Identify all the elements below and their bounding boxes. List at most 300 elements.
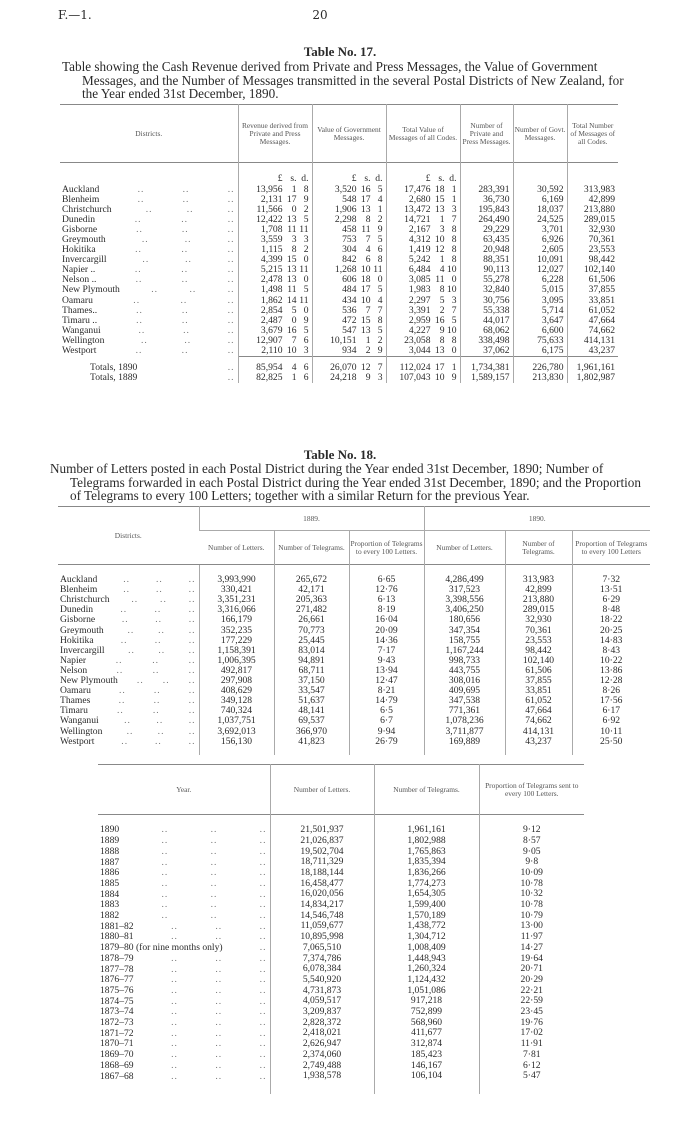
gov-value-cell-pence: 6 — [377, 244, 383, 256]
unit-label: d. — [449, 173, 457, 185]
leader-dots: .. — [181, 345, 189, 357]
leader-dots: .. — [227, 274, 235, 286]
leader-dots: .. — [153, 685, 161, 697]
total-value-cell-shillings: 8 — [439, 334, 445, 346]
leader-dots: .. — [171, 931, 178, 943]
district-wrap — [100, 847, 267, 857]
district-name: Nelson .. — [62, 274, 97, 286]
total-messages-cell: 43,237 — [567, 346, 618, 357]
total-value-cell-pounds: 2,167 — [408, 223, 431, 235]
district-wrap — [100, 986, 267, 996]
revenue-cell-shillings: 13 — [286, 274, 297, 286]
leader-dots: .. — [161, 888, 169, 900]
leader-dots: .. — [210, 877, 218, 889]
total-messages-cell: 32,930 — [567, 225, 618, 235]
revenue-cell-pence: 9 — [303, 193, 309, 205]
govt-messages-cell: 3,095 — [513, 296, 567, 306]
gov-value-cell-shillings: 8 — [365, 213, 371, 225]
leader-dots: .. — [137, 183, 145, 195]
revenue-cell-shillings: 15 — [286, 254, 297, 266]
telegrams-1889-cell: 41,823 — [274, 737, 349, 755]
gov-value-cell-pounds: 304 — [342, 244, 357, 256]
total-messages-cell: 61,506 — [567, 275, 618, 285]
leader-dots: .. — [158, 624, 165, 636]
table-row — [60, 275, 618, 285]
proportion-1889-cell: 9·43 — [349, 656, 424, 666]
district-wrap — [62, 346, 235, 356]
telegrams-1890-cell: 37,855 — [505, 676, 572, 686]
leader-dots: .. — [188, 644, 196, 656]
district-name: Thames.. — [62, 304, 98, 316]
col-header-letters-1890: Number of Letters. — [424, 531, 505, 565]
revenue-cell-shillings: 13 — [286, 264, 297, 276]
leader-dots: .. — [141, 233, 149, 245]
group-header-1889: 1889. — [199, 507, 424, 531]
district-wrap — [60, 716, 196, 726]
leader-dots: .. — [188, 594, 196, 606]
gov-value-cell-shillings: 9 — [365, 372, 371, 384]
district-name: New Plymouth — [60, 675, 118, 687]
total-value-cell-pence: 7 — [451, 304, 457, 316]
district-name: Gisborne — [62, 223, 98, 235]
district-name: Auckland — [60, 574, 98, 586]
telegrams-cell: 1,961,161 — [374, 825, 479, 836]
govt-messages-cell: 75,633 — [513, 336, 567, 346]
gov-value-cell-pounds: 26,070 — [330, 362, 357, 374]
proportion-cell: 19·64 — [479, 954, 584, 965]
total-value-cell-shillings: 18 — [434, 183, 445, 195]
letters-cell: 14,546,748 — [270, 911, 374, 922]
proportion-1889-cell: 14·79 — [349, 696, 424, 706]
leader-dots: .. — [171, 1049, 178, 1061]
proportion-cell: 9·05 — [479, 847, 584, 858]
year-cell — [98, 857, 270, 868]
letters-cell: 2,828,372 — [270, 1018, 374, 1029]
telegrams-1890-cell: 42,899 — [505, 585, 572, 595]
letters-1889-cell: 492,817 — [199, 666, 274, 676]
letters-1889-cell: 3,351,231 — [199, 595, 274, 605]
letters-1890-cell: 169,889 — [424, 737, 505, 755]
leader-dots: .. — [123, 574, 131, 586]
leader-dots: .. — [121, 735, 129, 747]
leader-dots: .. — [158, 644, 166, 656]
leader-dots: .. — [188, 664, 196, 676]
table-row — [58, 636, 650, 646]
table-row — [98, 986, 584, 997]
proportion-1889-cell: 7·17 — [349, 646, 424, 656]
proportion-1890-cell: 25·50 — [572, 737, 650, 755]
leader-dots: .. — [227, 183, 235, 195]
table-row — [98, 1018, 584, 1029]
revenue-cell-pence: 8 — [303, 183, 309, 195]
total-value-cell-pence: 7 — [451, 213, 457, 225]
leader-dots: .. — [142, 254, 150, 266]
table-row — [60, 336, 618, 346]
table-row — [98, 1071, 584, 1094]
gov-value-cell-shillings: 2 — [365, 345, 371, 356]
leader-dots: .. — [259, 1049, 267, 1061]
district-name: 1889 — [100, 835, 120, 847]
leader-dots: .. — [186, 203, 194, 215]
table-row — [58, 585, 650, 595]
letters-1890-cell: 317,523 — [424, 585, 505, 595]
letters-1889-cell: 1,006,395 — [199, 656, 274, 666]
leader-dots: .. — [259, 963, 267, 975]
table-row — [58, 666, 650, 676]
district-wrap — [100, 1061, 267, 1071]
district-name: Blenheim — [60, 584, 98, 596]
table-row — [58, 615, 650, 625]
telegrams-1889-cell: 205,363 — [274, 595, 349, 605]
leader-dots: .. — [135, 345, 143, 357]
unit-label: d. — [301, 173, 309, 185]
leader-dots: .. — [183, 324, 190, 336]
leader-dots: .. — [259, 888, 267, 900]
col-header-districts: Districts. — [135, 128, 163, 138]
gov-value-cell-pounds: 458 — [342, 223, 357, 235]
leader-dots: .. — [116, 664, 124, 676]
total-value-cell-pounds: 4,312 — [408, 233, 431, 245]
leader-dots: .. — [134, 213, 142, 225]
district-name: 1880–81 — [100, 931, 134, 943]
gov-value-cell-pence: 4 — [377, 294, 383, 306]
gov-value-cell-shillings: 12 — [360, 362, 371, 374]
leader-dots: .. — [171, 920, 178, 932]
leader-dots: .. — [171, 1059, 178, 1071]
total-value-cell-pounds: 3,085 — [408, 274, 431, 286]
table-row — [58, 575, 650, 585]
table-17-title: Table No. 17. — [303, 44, 377, 59]
district-name: Timaru — [60, 705, 88, 717]
totals-row — [60, 357, 618, 374]
telegrams-1890-cell: 102,140 — [505, 656, 572, 666]
district-name: Blenheim — [62, 193, 100, 205]
district-name: Hokitika — [60, 634, 94, 646]
leader-dots: .. — [161, 899, 169, 911]
district-name: Napier — [60, 654, 87, 666]
blank-cell — [98, 815, 270, 826]
leader-dots: .. — [259, 867, 267, 879]
leader-dots: .. — [128, 644, 135, 656]
year-cell — [98, 900, 270, 911]
letters-1889-cell: 1,158,391 — [199, 646, 274, 656]
leader-dots: .. — [161, 824, 169, 836]
leader-dots: .. — [171, 974, 178, 986]
proportion-1889-cell: 14·36 — [349, 636, 424, 646]
leader-dots: .. — [259, 974, 267, 986]
private-messages-cell: 55,278 — [460, 275, 513, 285]
revenue-cell-shillings: 11 — [287, 284, 297, 296]
proportion-1890-cell: 7·32 — [572, 575, 650, 585]
gov-value-cell-shillings: 11 — [361, 223, 371, 235]
leader-dots: .. — [227, 304, 235, 316]
unit-label: £ — [425, 173, 431, 185]
total-messages-cell: 23,553 — [567, 245, 618, 255]
total-value-cell — [386, 357, 460, 374]
total-value-cell-shillings: 8 — [439, 284, 445, 296]
total-value-cell-pence: 10 — [446, 324, 457, 336]
total-value-cell-pence: 5 — [451, 314, 457, 326]
district-wrap — [100, 1018, 267, 1028]
col-header-telegrams-1890: Number of Telegrams. — [505, 531, 572, 565]
leader-dots: .. — [227, 193, 235, 205]
blank-cell — [60, 163, 238, 185]
unit-label: s. — [290, 173, 297, 185]
gov-value-cell-pounds: 1,906 — [334, 203, 357, 215]
district-wrap — [100, 825, 267, 835]
leader-dots: .. — [259, 1059, 267, 1071]
revenue-cell-pence: 6 — [303, 362, 309, 374]
district-name: Hokitika — [62, 244, 96, 256]
govt-messages-cell: 5,714 — [513, 306, 567, 316]
leader-dots: .. — [215, 984, 223, 996]
revenue-cell-pounds: 85,954 — [256, 362, 283, 374]
district-name: 1884 — [100, 888, 120, 900]
telegrams-1889-cell: 42,171 — [274, 585, 349, 595]
proportion-1890-cell: 14·83 — [572, 636, 650, 646]
telegrams-cell: 411,677 — [374, 1028, 479, 1039]
leader-dots: .. — [135, 244, 142, 256]
gov-value-cell-pence: 11 — [373, 264, 383, 276]
letters-cell: 4,731,873 — [270, 986, 374, 997]
year-cell — [98, 911, 270, 922]
gov-value-cell-pence: 7 — [377, 362, 383, 374]
table-row — [58, 706, 650, 716]
total-value-cell-pence: 8 — [451, 233, 457, 245]
leader-dots: .. — [259, 877, 267, 889]
total-value-cell-shillings: 2 — [439, 304, 445, 316]
revenue-cell-pounds: 2,854 — [260, 304, 283, 316]
leader-dots: .. — [145, 203, 153, 215]
govt-messages-cell: 2,605 — [513, 245, 567, 255]
telegrams-cell: 1,599,400 — [374, 900, 479, 911]
table-row — [98, 1050, 584, 1061]
leader-dots: .. — [181, 244, 189, 256]
gov-value-cell-pence: 5 — [377, 183, 383, 195]
district-name: Napier .. — [62, 264, 96, 276]
proportion-cell: 10·32 — [479, 889, 584, 900]
proportion-1890-cell: 18·22 — [572, 615, 650, 625]
letters-1889-cell: 408,629 — [199, 686, 274, 696]
leader-dots: .. — [151, 284, 159, 296]
year-cell — [98, 1061, 270, 1072]
revenue-cell-pounds: 3,559 — [260, 233, 283, 245]
total-messages-cell: 70,361 — [567, 235, 618, 245]
gov-value-cell-shillings: 16 — [360, 183, 371, 195]
total-value-cell-pounds: 23,058 — [404, 334, 431, 346]
leader-dots: .. — [227, 244, 235, 256]
leader-dots: .. — [259, 920, 267, 932]
letters-1889-cell: 330,421 — [199, 585, 274, 595]
district-name: 1874–75 — [100, 995, 134, 1007]
total-value-cell-pounds: 17,476 — [404, 183, 431, 195]
district-name: 1890 — [100, 824, 120, 836]
gov-value-cell-pence: 2 — [377, 334, 383, 346]
district-name: Nelson — [60, 664, 88, 676]
revenue-cell-pounds: 2,487 — [260, 314, 283, 326]
year-cell — [98, 868, 270, 879]
leader-dots: .. — [215, 931, 223, 943]
gov-value-cell-shillings: 10 — [360, 294, 371, 306]
district-name: 1882 — [100, 910, 120, 922]
district-wrap — [100, 997, 267, 1007]
letters-cell: 11,059,677 — [270, 921, 374, 932]
table-row — [60, 346, 618, 357]
leader-dots: .. — [161, 835, 169, 847]
letters-1890-cell: 1,078,236 — [424, 716, 505, 726]
leader-dots: .. — [215, 1006, 223, 1018]
district-name: 1875–76 — [100, 984, 134, 996]
leader-dots: .. — [136, 314, 143, 326]
leader-dots: .. — [227, 314, 235, 326]
revenue-cell-pence: 11 — [299, 294, 309, 306]
gov-value-cell-pence: 5 — [377, 233, 383, 245]
district-name: Wanganui — [60, 715, 99, 727]
total-messages-cell: 47,664 — [567, 316, 618, 326]
letters-1890-cell: 180,656 — [424, 615, 505, 625]
leader-dots: .. — [133, 294, 141, 306]
letters-1889-cell: 740,324 — [199, 706, 274, 716]
leader-dots: .. — [181, 223, 189, 235]
gov-value-cell-pence: 5 — [377, 324, 383, 336]
proportion-cell: 10·78 — [479, 879, 584, 890]
leader-dots: .. — [210, 856, 218, 868]
leader-dots: .. — [118, 685, 126, 697]
year-cell — [98, 986, 270, 997]
revenue-cell-shillings: 14 — [286, 294, 297, 306]
proportion-1890-cell: 13·51 — [572, 585, 650, 595]
leader-dots: .. — [154, 735, 162, 747]
district-wrap — [100, 879, 267, 889]
leader-dots: .. — [135, 274, 143, 286]
telegrams-1889-cell: 366,970 — [274, 727, 349, 737]
district-wrap — [100, 1072, 267, 1082]
district-wrap — [100, 836, 267, 846]
proportion-cell: 20·29 — [479, 975, 584, 986]
letters-1889-cell: 177,229 — [199, 636, 274, 646]
units-row — [60, 163, 618, 185]
leader-dots: .. — [188, 604, 196, 616]
total-messages-cell: 98,442 — [567, 255, 618, 265]
leader-dots: .. — [181, 264, 189, 276]
leader-dots: .. — [153, 695, 161, 707]
leader-dots: .. — [155, 614, 163, 626]
table-row — [58, 646, 650, 656]
gov-value-cell-shillings: 17 — [360, 284, 371, 296]
leader-dots: .. — [131, 594, 139, 606]
leader-dots: .. — [227, 213, 235, 225]
leader-dots: .. — [152, 664, 160, 676]
gov-value-cell-pounds: 753 — [342, 233, 357, 245]
telegrams-1889-cell: 265,672 — [274, 575, 349, 585]
letters-1890-cell: 771,361 — [424, 706, 505, 716]
revenue-cell-pounds: 4,399 — [260, 254, 283, 266]
total-messages-cell: 102,140 — [567, 265, 618, 275]
table-18 — [58, 506, 650, 755]
proportion-1890-cell: 6·17 — [572, 706, 650, 716]
govt-messages-cell: 213,830 — [513, 373, 567, 383]
leader-dots: .. — [227, 223, 235, 235]
leader-dots: .. — [259, 1027, 267, 1039]
leader-dots: .. — [152, 705, 160, 717]
table-row — [98, 868, 584, 879]
total-value-cell-pence: 0 — [451, 345, 457, 356]
leader-dots: .. — [227, 284, 235, 296]
total-messages-cell: 74,662 — [567, 326, 618, 336]
telegrams-cell: 106,104 — [374, 1071, 479, 1094]
leader-dots: .. — [120, 604, 128, 616]
revenue-cell-shillings: 13 — [286, 213, 297, 225]
district-name: Wellington — [62, 334, 105, 346]
district-wrap — [90, 373, 235, 383]
telegrams-1890-cell: 313,983 — [505, 575, 572, 585]
govt-messages-cell: 226,780 — [513, 357, 567, 374]
proportion-cell: 14·27 — [479, 943, 584, 954]
leader-dots: .. — [188, 705, 196, 717]
proportion-cell: 20·71 — [479, 964, 584, 975]
proportion-cell: 7·81 — [479, 1050, 584, 1061]
gov-value-cell-pence: 7 — [377, 304, 383, 316]
leader-dots: .. — [154, 634, 162, 646]
private-messages-cell: 90,113 — [460, 265, 513, 275]
telegrams-cell: 1,835,394 — [374, 857, 479, 868]
total-value-cell-pounds: 3,044 — [408, 345, 431, 356]
revenue-cell-shillings: 5 — [291, 304, 297, 316]
leader-dots: .. — [181, 213, 189, 225]
proportion-cell: 11·97 — [479, 932, 584, 943]
leader-dots: .. — [160, 594, 167, 606]
total-value-cell-pence: 1 — [451, 183, 457, 195]
leader-dots: .. — [118, 695, 126, 707]
leader-dots: .. — [259, 835, 267, 847]
gov-value-cell-pounds: 547 — [342, 324, 357, 336]
telegrams-1889-cell: 83,014 — [274, 646, 349, 656]
total-value-cell-shillings: 15 — [434, 193, 445, 205]
letters-1889-cell: 1,037,751 — [199, 716, 274, 726]
total-messages-cell: 313,983 — [567, 185, 618, 195]
col-header-gov-value: Value of Government Messages. — [312, 105, 386, 163]
leader-dots: .. — [136, 304, 143, 316]
letters-cell: 14,834,217 — [270, 900, 374, 911]
proportion-1889-cell: 20·09 — [349, 626, 424, 636]
col-header-govt-messages: Number of Govt. Messages. — [513, 105, 567, 163]
district-wrap — [100, 932, 267, 942]
total-value-cell-shillings: 4 — [439, 264, 445, 276]
total-value-cell-pence: 10 — [446, 284, 457, 296]
year-cell — [98, 1050, 270, 1061]
proportion-1890-cell: 17·56 — [572, 696, 650, 706]
telegrams-1890-cell: 43,237 — [505, 737, 572, 755]
total-messages-cell: 33,851 — [567, 296, 618, 306]
gov-value-cell-pounds: 472 — [342, 314, 357, 326]
telegrams-cell: 185,423 — [374, 1050, 479, 1061]
year-cell — [98, 889, 270, 900]
govt-messages-cell: 6,926 — [513, 235, 567, 245]
gov-value-cell-shillings: 13 — [360, 324, 371, 336]
letters-cell: 10,895,998 — [270, 932, 374, 943]
district-name: 1885 — [100, 877, 120, 889]
proportion-cell: 6·12 — [479, 1061, 584, 1072]
unit-label: £ — [277, 173, 283, 185]
leader-dots: .. — [161, 877, 169, 889]
district-wrap — [100, 975, 267, 985]
leader-dots: .. — [259, 1038, 267, 1050]
revenue-cell-pence: 0 — [303, 274, 309, 286]
total-value-cell-pounds: 107,043 — [399, 372, 431, 384]
table-row — [58, 696, 650, 706]
table-row — [58, 727, 650, 737]
leader-dots: .. — [188, 735, 196, 747]
